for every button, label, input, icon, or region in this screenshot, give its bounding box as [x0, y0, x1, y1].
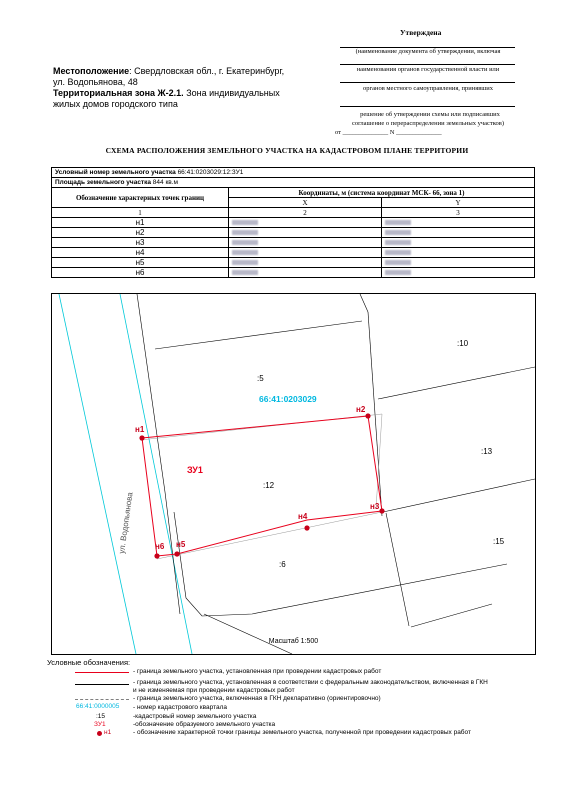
quarter-number: 66:41:0203029 [259, 394, 317, 404]
table-row [52, 248, 535, 258]
declared-boundaries [140, 414, 382, 559]
x-redacted [229, 268, 382, 278]
table-row [52, 228, 535, 238]
col-num-1: 1 [52, 208, 229, 218]
x-redacted [229, 248, 382, 258]
approval-caption-5: соглашение о перераспределении земельных участков) [351, 120, 505, 127]
coordinates-table [51, 167, 535, 278]
legend-item-1: - граница земельного участка, установленная при проведении кадастровых работ [133, 668, 382, 675]
location-value-2: ул. Водопьянова, 48 [53, 77, 138, 87]
scheme-title: СХЕМА РАСПОЛОЖЕНИЯ ЗЕМЕЛЬНОГО УЧАСТКА НА КАДАСТРОВОМ ПЛАНЕ ТЕРРИТОРИИ [105, 146, 469, 155]
point-name: н2 [52, 228, 229, 238]
legend-parcel-sample: ЗУ1 [94, 721, 106, 728]
approval-date-line: от ______________ N ______________ [335, 129, 442, 136]
cadastral-label-13: :13 [481, 447, 493, 456]
point-n4-label: н4 [298, 512, 308, 521]
table-row [52, 238, 535, 248]
point-n3-marker [379, 508, 384, 513]
col-x-header: X [229, 198, 382, 208]
col-coords-header: Координаты, м (система координат МСК- 66, зона 1) [229, 188, 535, 198]
legend-item-4: - номер кадастрового квартала [133, 704, 228, 711]
legend-item-7: - обозначение характерной точки границы земельного участка, полученной при проведении кадастровых работ [133, 729, 471, 736]
approval-line-3 [340, 82, 515, 83]
approval-caption-2: наименования органов государственной власти или [356, 66, 500, 73]
point-n5-label: н5 [176, 540, 186, 549]
legend-item-2b: и не изменяемая при проведении кадастровых работ [133, 687, 295, 694]
boundary [383, 479, 535, 512]
map-frame [51, 293, 536, 655]
legend-item-5: -кадастровый номер земельного участка [133, 713, 257, 720]
point-name: н5 [52, 258, 229, 268]
cadastral-label-5: :5 [257, 374, 264, 383]
x-redacted [229, 228, 382, 238]
cadastral-label-12: :12 [263, 481, 275, 490]
approval-line-4 [340, 106, 515, 107]
scale-label: Масштаб 1:500 [268, 638, 319, 645]
x-redacted [229, 238, 382, 248]
parcel-label: ЗУ1 [187, 465, 203, 475]
point-n6-label: н6 [155, 542, 165, 551]
boundary [155, 321, 362, 349]
boundary [360, 294, 368, 312]
col-num-2: 2 [229, 208, 382, 218]
zone-label: Территориальная зона Ж-2.1. [53, 88, 184, 98]
point-name: н1 [52, 218, 229, 228]
cadastral-map [52, 294, 535, 654]
approval-caption-4: решение об утверждении схемы или подписавших [360, 111, 500, 118]
legend-gkn-border-sample [75, 684, 129, 685]
zone-value-1: Зона индивидуальных [183, 88, 280, 98]
point-n6-marker [154, 553, 159, 558]
legend-point-sample: н1 [104, 729, 112, 736]
legend-item-6: -обозначение образуемого земельного участка [133, 721, 276, 728]
y-redacted [382, 248, 535, 258]
boundary [376, 414, 382, 509]
cadastral-label: Условный номер земельного участка [55, 168, 176, 176]
point-name: н6 [52, 268, 229, 278]
table-row [52, 268, 535, 278]
y-redacted [382, 228, 535, 238]
boundary [411, 604, 492, 627]
cadastral-value: 66:41:0203029:12:ЗУ1 [177, 168, 244, 176]
approval-caption-3: органов местного самоуправления, принявших [362, 85, 494, 92]
boundary [174, 512, 507, 616]
x-redacted [229, 258, 382, 268]
col-points-header: Обозначение характерных точек границ [52, 188, 229, 208]
approval-title: Утверждена [400, 28, 442, 37]
table-row [52, 258, 535, 268]
col-y-header: Y [382, 198, 535, 208]
point-n2-marker [365, 413, 370, 418]
cadastral-label-6: :6 [279, 560, 286, 569]
location-block [53, 66, 303, 110]
point-name: н4 [52, 248, 229, 258]
y-redacted [382, 218, 535, 228]
area-label: Площадь земельного участка [55, 178, 151, 186]
cadastral-label-15: :15 [493, 537, 505, 546]
street-label: ул. Водопьянова [117, 491, 135, 555]
legend-item-3: - граница земельного участка, включенная в ГКН декларативно (ориентировочно) [133, 695, 381, 702]
col-num-3: 3 [382, 208, 535, 218]
boundary [157, 512, 382, 559]
location-value-1: : Свердловская обл., г. Екатеринбург, [129, 66, 285, 76]
boundary [378, 367, 535, 399]
approval-line-2 [340, 64, 515, 65]
street-line-right [120, 294, 192, 654]
point-n1-label: н1 [135, 425, 145, 434]
table-row [52, 218, 535, 228]
legend-quarter-sample: 66:41:0000005 [76, 703, 120, 710]
legend-point-marker-icon [97, 731, 102, 736]
boundary [204, 614, 292, 654]
location-label: Местоположение [53, 66, 130, 76]
legend-item-2: - граница земельного участка, установленная в соответствии с федеральным законодательством, включенная в ГКН [133, 679, 488, 686]
cadastral-row [52, 168, 535, 178]
point-n5-marker [174, 551, 179, 556]
legend-cadastral-sample: :15 [96, 713, 106, 720]
point-n1-marker [139, 435, 144, 440]
area-row [52, 178, 535, 188]
legend-declared-border-sample [75, 699, 129, 700]
x-redacted [229, 218, 382, 228]
new-parcel-boundary [142, 416, 382, 556]
boundary [386, 513, 409, 626]
approval-caption-1: (наименование документа об утверждении, включая [355, 48, 501, 55]
boundary [137, 294, 180, 614]
y-redacted [382, 258, 535, 268]
legend-title: Условные обозначения: [47, 658, 131, 667]
point-n4-marker [304, 525, 309, 530]
point-n3-label: н3 [370, 502, 380, 511]
y-redacted [382, 238, 535, 248]
point-name: н3 [52, 238, 229, 248]
legend-new-border-sample [75, 672, 129, 673]
zone-value-2: жилых домов городского типа [53, 99, 178, 109]
street-line-left [59, 294, 136, 654]
point-n2-label: н2 [356, 405, 366, 414]
y-redacted [382, 268, 535, 278]
cadastral-label-10: :10 [457, 339, 469, 348]
area-value: 844 кв.м [152, 178, 179, 186]
